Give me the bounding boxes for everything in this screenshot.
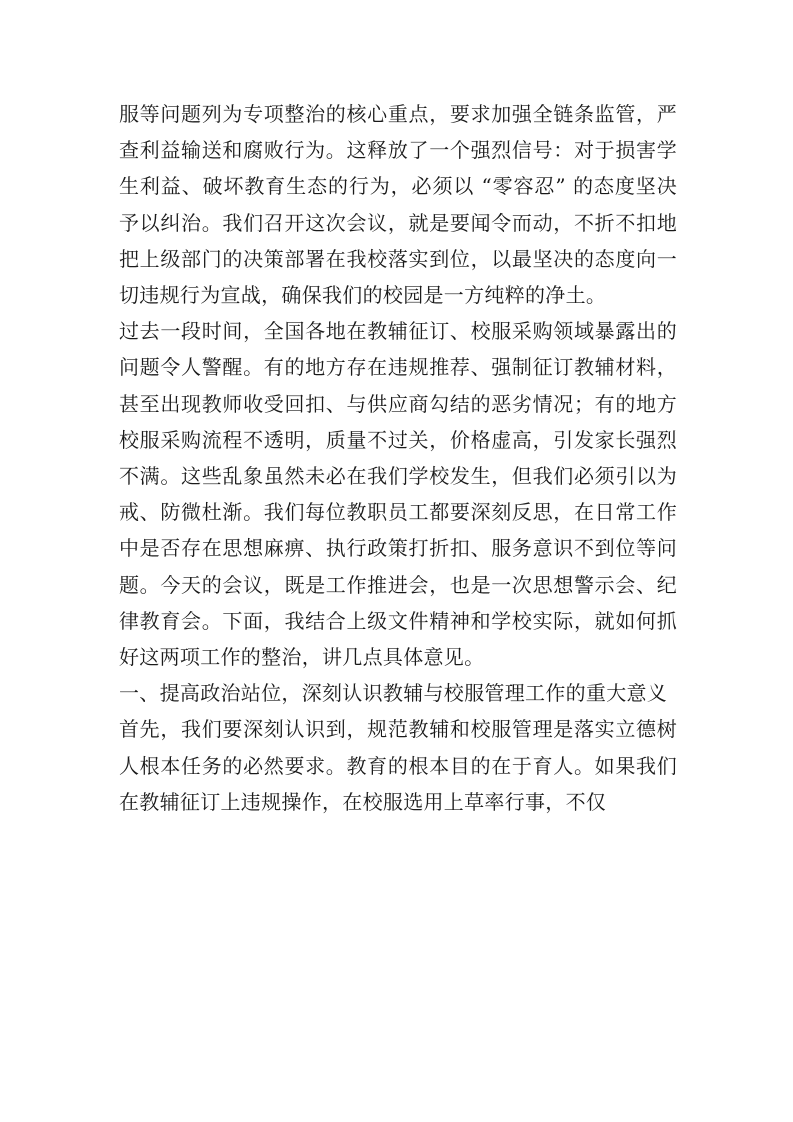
paragraph-significance: 首先，我们要深刻认识到，规范教辅和校服管理是落实立德树人根本任务的必然要求。教育的根本目的在于育人。如果我们在教辅征订上违规操作，在校服选用上草率行事，不仅 — [119, 717, 677, 814]
section-heading-one: 一、提高政治站位，深刻认识教辅与校服管理工作的重大意义 — [119, 681, 668, 706]
document-body — [119, 96, 677, 820]
paragraph-intro-continued: 服等问题列为专项整治的核心重点，要求加强全链条监管，严查利益输送和腐败行为。这释放了一个强烈信号：对于损害学生利益、破坏教育生态的行为，必须以 “零容忍” 的态度坚决予以纠治。我们召开这次会议，就是要闻令而动，不折不扣地把上级部门的决策部署在我校落实到位，以最坚决的态度向一切违规行为宣战，确保我们的校园是一方纯粹的净土。 — [119, 102, 677, 308]
paragraph-problems: 过去一段时间，全国各地在教辅征订、校服采购领域暴露出的问题令人警醒。有的地方存在违规推荐、强制征订教辅材料，甚至出现教师收受回扣、与供应商勾结的恶劣情况；有的地方校服采购流程不透明，质量不过关，价格虚高，引发家长强烈不满。这些乱象虽然未必在我们学校发生，但我们必须引以为戒、防微杜渐。我们每位教职员工都要深刻反思，在日常工作中是否存在思想麻痹、执行政策打折扣、服务意识不到位等问题。今天的会议，既是工作推进会，也是一次思想警示会、纪律教育会。下面，我结合上级文件精神和学校实际，就如何抓好这两项工作的整治，讲几点具体意见。 — [119, 319, 677, 670]
